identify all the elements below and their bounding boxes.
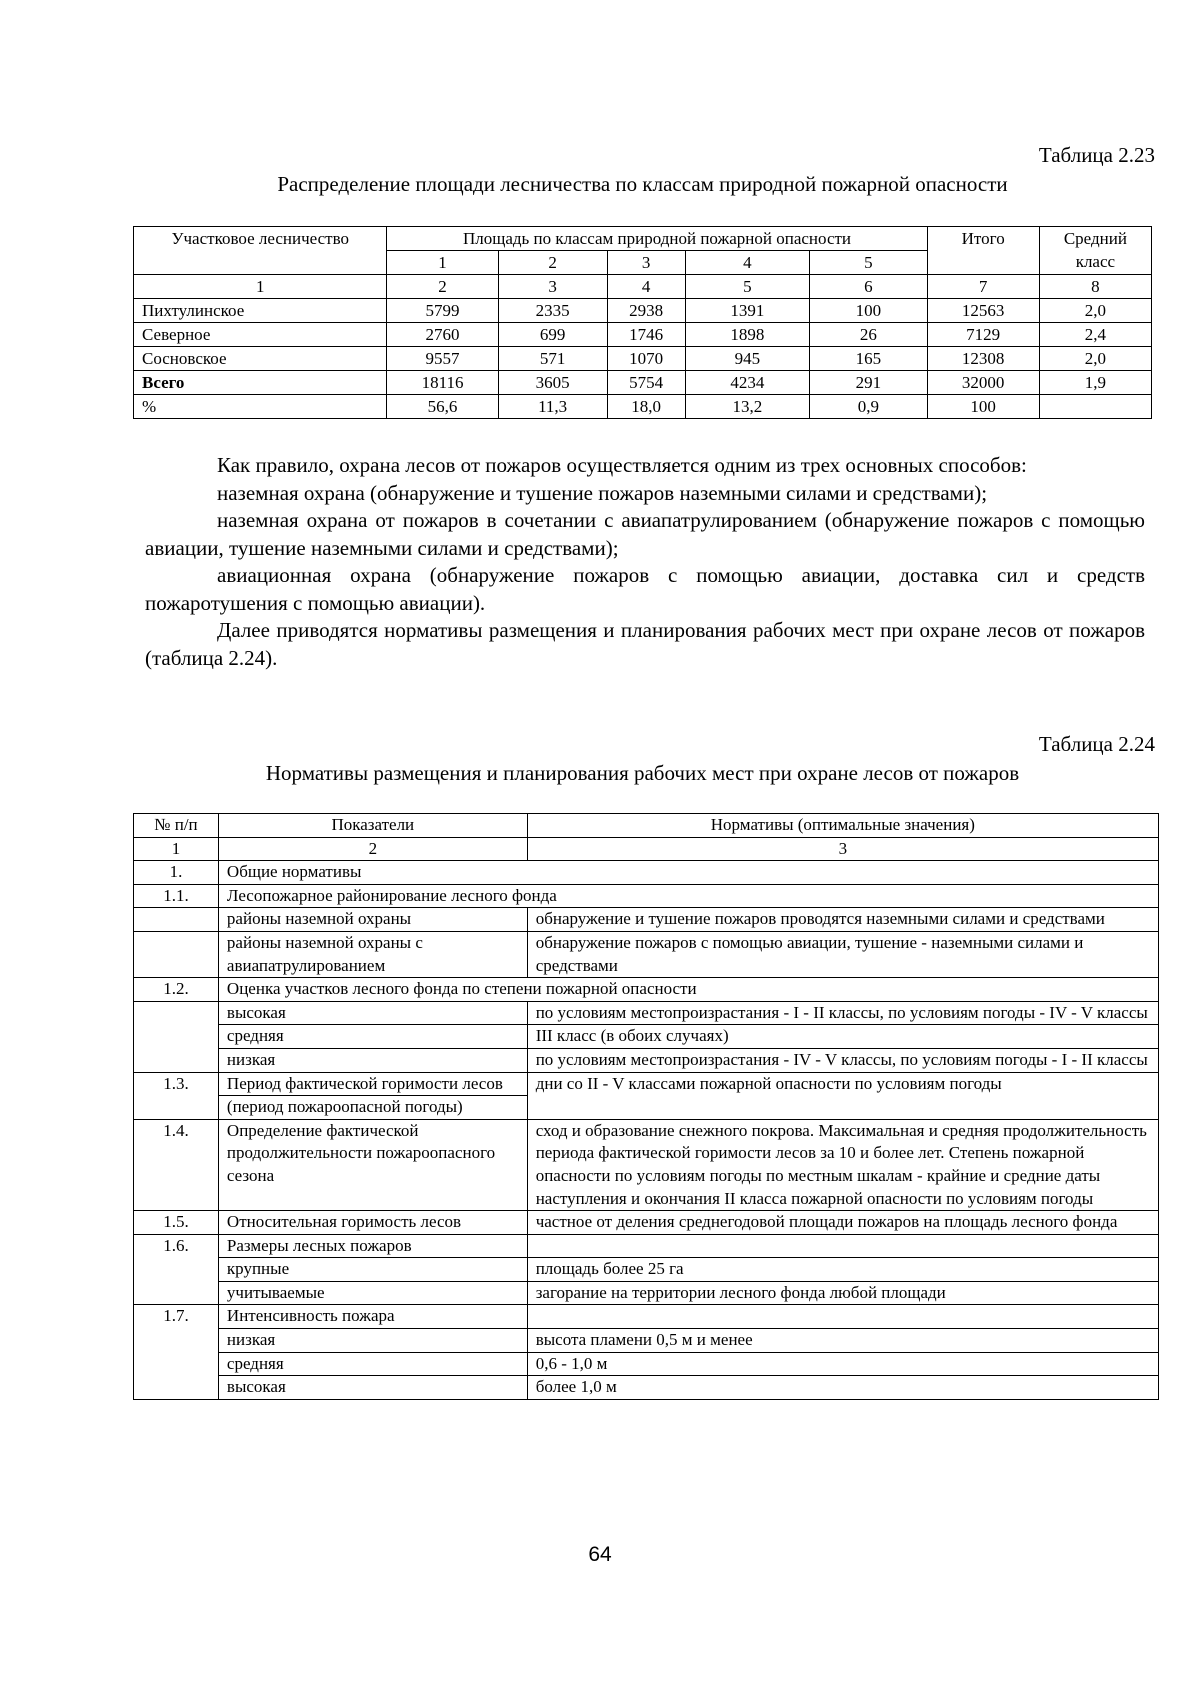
table-row [134, 1001, 1159, 1025]
column-numbers-row [134, 837, 1159, 861]
table-row [134, 1329, 1159, 1353]
table-cell: средняя [218, 1352, 527, 1376]
table-cell: высота пламени 0,5 м и менее [527, 1329, 1158, 1353]
table-row [134, 1211, 1159, 1235]
table-cell: 945 [685, 347, 810, 371]
table-cell: 4234 [685, 371, 810, 395]
header-cell: Участковое лесничество [134, 227, 387, 275]
table-row [134, 323, 1152, 347]
table-cell: низкая [218, 1048, 527, 1072]
table-cell: средняя [218, 1025, 527, 1049]
header-cell: Нормативы (оптимальные значения) [527, 814, 1158, 838]
table-cell: 3 [498, 275, 607, 299]
table-cell: 56,6 [387, 395, 498, 419]
table-cell: сход и образование снежного покрова. Максимальная и средняя продолжительность периода фактической горимости лесов за 10 и более лет. Степень пожарной опасности по условиям погоды по местным шкалам - крайние и средние даты наступления и окончания II класса пожарной опасности по условиям погоды [527, 1119, 1158, 1210]
table-cell: обнаружение и тушение пожаров проводятся наземными силами и средствами [527, 908, 1158, 932]
table-cell: 2938 [607, 299, 685, 323]
table-row-percent [134, 395, 1152, 419]
table-cell: III класс (в обоих случаях) [527, 1025, 1158, 1049]
table-row [134, 1119, 1159, 1210]
table-cell: Интенсивность пожара [218, 1305, 527, 1329]
table-cell: 0,9 [810, 395, 927, 419]
table-cell: 32000 [927, 371, 1039, 395]
table-cell: 4 [607, 275, 685, 299]
table-cell: 2335 [498, 299, 607, 323]
page-number: 64 [588, 1543, 612, 1566]
table-cell: загорание на территории лесного фонда любой площади [527, 1281, 1158, 1305]
paragraph: Как правило, охрана лесов от пожаров осуществляется одним из трех основных способов: [217, 453, 1027, 477]
table-row [134, 1072, 1159, 1096]
table-cell: 2,0 [1039, 299, 1151, 323]
table-cell: 1.4. [134, 1119, 219, 1210]
table-cell: Северное [134, 323, 387, 347]
header-cell: 2 [498, 251, 607, 275]
table-cell: 2760 [387, 323, 498, 347]
table-row [134, 1258, 1159, 1282]
header-cell: 3 [607, 251, 685, 275]
table-cell: 165 [810, 347, 927, 371]
table-cell: 1070 [607, 347, 685, 371]
column-numbers-row [134, 275, 1152, 299]
table-cell [527, 1305, 1158, 1329]
table-cell: 2 [387, 275, 498, 299]
table-cell: 571 [498, 347, 607, 371]
table-cell: 12308 [927, 347, 1039, 371]
table-cell: Всего [134, 371, 387, 395]
table-cell: 100 [810, 299, 927, 323]
table-cell: 1.2. [134, 978, 219, 1002]
table-cell: 1.5. [134, 1211, 219, 1235]
table-cell [527, 1234, 1158, 1258]
table-cell: 100 [927, 395, 1039, 419]
table-cell: районы наземной охраны с авиапатрулированием [218, 931, 527, 977]
table-title: Нормативы размещения и планирования рабочих мест при охране лесов от пожаров [265, 761, 1020, 785]
table-cell [134, 1001, 219, 1072]
paragraph: авиационная охрана (обнаружение пожаров с помощью авиации, доставка сил и средств пожаротушения с помощью авиации). [145, 563, 1145, 615]
table-cell: Период фактической горимости лесов [218, 1072, 527, 1096]
table-cell: 2 [218, 837, 527, 861]
table-cell: учитываемые [218, 1281, 527, 1305]
table-cell: 7 [927, 275, 1039, 299]
table-cell: 3605 [498, 371, 607, 395]
header-cell: 1 [387, 251, 498, 275]
table-cell: Оценка участков лесного фонда по степени пожарной опасности [218, 978, 1158, 1002]
table-cell [134, 931, 219, 977]
table-row [134, 1048, 1159, 1072]
table-cell: 8 [1039, 275, 1151, 299]
header-cell: Площадь по классам природной пожарной опасности [387, 227, 927, 251]
table-cell [1039, 395, 1151, 419]
table-cell [134, 908, 219, 932]
table-cell: 1.1. [134, 884, 219, 908]
table-row [134, 347, 1152, 371]
table-cell: 2,0 [1039, 347, 1151, 371]
table-cell: 13,2 [685, 395, 810, 419]
table-row [134, 884, 1159, 908]
header-cell: Показатели [218, 814, 527, 838]
table-cell: 18116 [387, 371, 498, 395]
table-cell: Определение фактической продолжительности пожароопасного сезона [218, 1119, 527, 1210]
table-row-total [134, 371, 1152, 395]
table-header-row [134, 814, 1159, 838]
table-cell: 1 [134, 837, 219, 861]
table-cell: 1. [134, 861, 219, 885]
header-cell: 4 [685, 251, 810, 275]
table-cell: Размеры лесных пожаров [218, 1234, 527, 1258]
table-cell: 5799 [387, 299, 498, 323]
header-cell: Средний класс [1039, 227, 1151, 275]
table-row [134, 931, 1159, 977]
table-cell: % [134, 395, 387, 419]
table-cell: площадь более 25 га [527, 1258, 1158, 1282]
table-cell: 18,0 [607, 395, 685, 419]
table-row [134, 978, 1159, 1002]
table-row [134, 1025, 1159, 1049]
table-cell: дни со II - V классами пожарной опасности по условиям погоды [527, 1072, 1158, 1119]
table-cell: 1,9 [1039, 371, 1151, 395]
paragraph: наземная охрана от пожаров в сочетании с авиапатрулированием (обнаружение пожаров с помощью авиации, тушение наземными силами и средствами); [145, 508, 1145, 560]
table-cell: 1746 [607, 323, 685, 347]
table-cell: 11,3 [498, 395, 607, 419]
table-cell: (период пожароопасной погоды) [218, 1096, 527, 1120]
table-cell: Общие нормативы [218, 861, 1158, 885]
table-cell: крупные [218, 1258, 527, 1282]
table-cell: высокая [218, 1376, 527, 1400]
table-cell: по условиям местопроизрастания - I - II классы, по условиям погоды - IV - V классы [527, 1001, 1158, 1025]
table-cell: Лесопожарное районирование лесного фонда [218, 884, 1158, 908]
table-cell: более 1,0 м [527, 1376, 1158, 1400]
table-cell: 1.3. [134, 1072, 219, 1119]
table-cell: 6 [810, 275, 927, 299]
table-cell: по условиям местопроизрастания - IV - V классы, по условиям погоды - I - II классы [527, 1048, 1158, 1072]
header-cell: № п/п [134, 814, 219, 838]
table-row [134, 1352, 1159, 1376]
paragraph: Далее приводятся нормативы размещения и планирования рабочих мест при охране лесов от пожаров (таблица 2.24). [145, 618, 1145, 670]
table-cell: частное от деления среднегодовой площади пожаров на площадь лесного фонда [527, 1211, 1158, 1235]
table-cell: районы наземной охраны [218, 908, 527, 932]
table-number: Таблица 2.23 [1038, 143, 1155, 167]
table-cell: высокая [218, 1001, 527, 1025]
table-cell: 1391 [685, 299, 810, 323]
table-cell: 1 [134, 275, 387, 299]
body-text [145, 452, 1145, 672]
table-cell: 5754 [607, 371, 685, 395]
table-title: Распределение площади лесничества по классам природной пожарной опасности [277, 172, 1008, 196]
table-cell: 291 [810, 371, 927, 395]
norms-table [133, 813, 1159, 1400]
header-cell: 5 [810, 251, 927, 275]
table-cell: Сосновское [134, 347, 387, 371]
table-number: Таблица 2.24 [1038, 732, 1155, 756]
table-cell: 12563 [927, 299, 1039, 323]
header-cell: Итого [927, 227, 1039, 275]
table-cell: 5 [685, 275, 810, 299]
table-cell: 2,4 [1039, 323, 1151, 347]
paragraph: наземная охрана (обнаружение и тушение пожаров наземными силами и средствами); [217, 480, 988, 505]
fire-hazard-table [133, 226, 1152, 419]
table-cell: низкая [218, 1329, 527, 1353]
table-cell: 1898 [685, 323, 810, 347]
table-row [134, 861, 1159, 885]
table-cell: 1.7. [134, 1305, 219, 1399]
table-row [134, 1234, 1159, 1258]
table-row [134, 1281, 1159, 1305]
table-cell: Пихтулинское [134, 299, 387, 323]
table-cell: 0,6 - 1,0 м [527, 1352, 1158, 1376]
table-cell: 26 [810, 323, 927, 347]
table-row [134, 908, 1159, 932]
table-cell: 699 [498, 323, 607, 347]
table-row [134, 1305, 1159, 1329]
table-cell: Относительная горимость лесов [218, 1211, 527, 1235]
table-cell: 7129 [927, 323, 1039, 347]
table-cell: 9557 [387, 347, 498, 371]
table-cell: обнаружение пожаров с помощью авиации, тушение - наземными силами и средствами [527, 931, 1158, 977]
table-cell: 3 [527, 837, 1158, 861]
table-row [134, 1376, 1159, 1400]
table-cell: 1.6. [134, 1234, 219, 1305]
table-row [134, 299, 1152, 323]
